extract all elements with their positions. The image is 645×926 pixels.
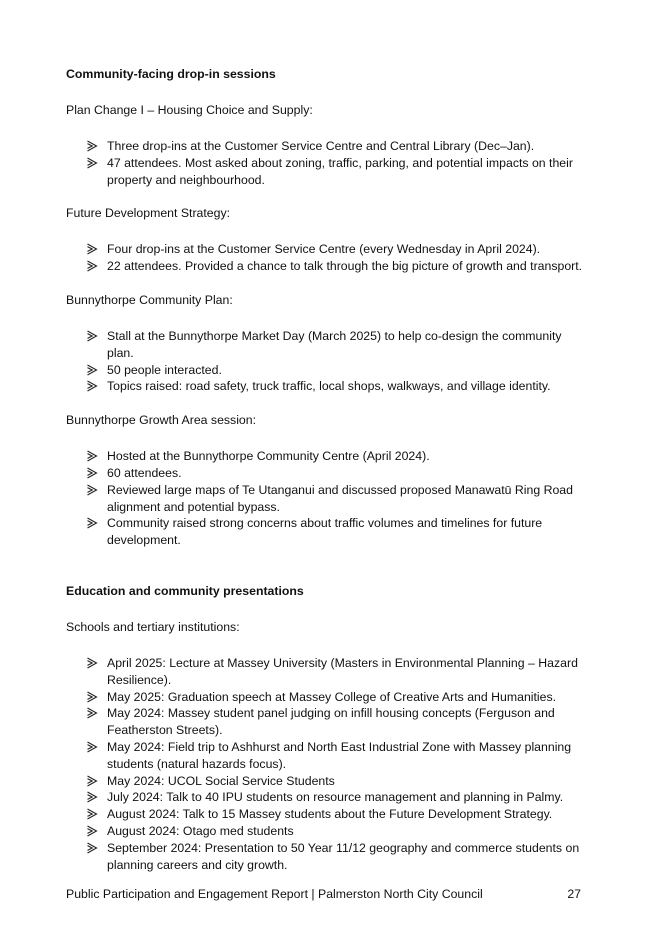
list-item bbox=[86, 465, 586, 482]
list-item-text: 60 attendees. bbox=[107, 465, 182, 480]
group-title: Bunnythorpe Growth Area session: bbox=[66, 413, 257, 428]
list-item-text: Community raised strong concerns about traffic volumes and timelines for future development. bbox=[107, 516, 543, 548]
list-item bbox=[86, 739, 586, 773]
list-item-text: Four drop-ins at the Customer Service Centre (every Wednesday in April 2024). bbox=[107, 242, 541, 257]
list-item bbox=[86, 328, 586, 362]
list-item bbox=[86, 241, 586, 258]
double-chevron-right-icon bbox=[86, 657, 98, 669]
section-heading: Education and community presentations bbox=[66, 583, 304, 598]
bullet-list bbox=[66, 655, 586, 873]
list-item bbox=[86, 155, 586, 189]
list-item bbox=[86, 378, 586, 395]
list-item bbox=[86, 773, 586, 790]
list-item bbox=[86, 806, 586, 823]
list-item bbox=[86, 705, 586, 739]
list-item-text: Stall at the Bunnythorpe Market Day (March 2025) to help co-design the community plan. bbox=[107, 328, 562, 360]
double-chevron-right-icon bbox=[86, 791, 98, 803]
bullet-list bbox=[66, 448, 586, 549]
double-chevron-right-icon bbox=[86, 260, 98, 272]
list-item-text: May 2025: Graduation speech at Massey College of Creative Arts and Humanities. bbox=[107, 689, 557, 704]
list-item-text: July 2024: Talk to 40 IPU students on resource management and planning in Palmy. bbox=[107, 790, 564, 805]
list-item-text: 50 people interacted. bbox=[107, 362, 222, 377]
list-item bbox=[86, 138, 586, 155]
list-item-text: Three drop-ins at the Customer Service Centre and Central Library (Dec–Jan). bbox=[107, 139, 535, 153]
list-item bbox=[86, 789, 586, 806]
double-chevron-right-icon bbox=[86, 741, 98, 753]
double-chevron-right-icon bbox=[86, 450, 98, 462]
group-title: Future Development Strategy: bbox=[66, 206, 231, 221]
double-chevron-right-icon bbox=[86, 691, 98, 703]
list-item bbox=[86, 689, 586, 706]
list-item-text: May 2024: Field trip to Ashhurst and North East Industrial Zone with Massey planning students (natural hazards focus). bbox=[107, 739, 572, 771]
list-item-text: 22 attendees. Provided a chance to talk through the big picture of growth and transport. bbox=[107, 259, 583, 274]
list-item-text: August 2024: Otago med students bbox=[107, 823, 294, 838]
double-chevron-right-icon bbox=[86, 707, 98, 719]
bullet-list bbox=[66, 241, 586, 275]
page-number: 27 bbox=[567, 887, 581, 901]
list-item-text: May 2024: Massey student panel judging on infill housing concepts (Ferguson and Featherston Streets). bbox=[107, 706, 555, 738]
group-title: Schools and tertiary institutions: bbox=[66, 619, 240, 634]
page-footer bbox=[66, 886, 581, 902]
bullet-list bbox=[66, 328, 586, 395]
list-item-text: September 2024: Presentation to 50 Year 11/12 geography and commerce students on planning careers and city growth. bbox=[107, 840, 580, 872]
double-chevron-right-icon bbox=[86, 380, 98, 392]
document-page bbox=[66, 66, 586, 873]
section-heading: Community-facing drop-in sessions bbox=[66, 67, 276, 81]
double-chevron-right-icon bbox=[86, 243, 98, 255]
double-chevron-right-icon bbox=[86, 157, 98, 169]
double-chevron-right-icon bbox=[86, 808, 98, 820]
list-item bbox=[86, 448, 586, 465]
bullet-list bbox=[66, 138, 586, 188]
list-item bbox=[86, 823, 586, 840]
list-item bbox=[86, 482, 586, 516]
list-item-text: May 2024: UCOL Social Service Students bbox=[107, 773, 335, 788]
list-item-text: August 2024: Talk to 15 Massey students about the Future Development Strategy. bbox=[107, 807, 553, 822]
list-item bbox=[86, 515, 586, 549]
list-item-text: Topics raised: road safety, truck traffic, local shops, walkways, and village identity. bbox=[107, 379, 551, 394]
list-item-text: Reviewed large maps of Te Utanganui and discussed proposed Manawatū Ring Road alignment and potential bypass. bbox=[107, 482, 573, 514]
footer-title: Public Participation and Engagement Report | Palmerston North City Council bbox=[66, 887, 483, 901]
list-item-text: Hosted at the Bunnythorpe Community Centre (April 2024). bbox=[107, 449, 430, 464]
group-title: Bunnythorpe Community Plan: bbox=[66, 292, 233, 307]
double-chevron-right-icon bbox=[86, 775, 98, 787]
double-chevron-right-icon bbox=[86, 140, 98, 152]
double-chevron-right-icon bbox=[86, 484, 98, 496]
list-item bbox=[86, 655, 586, 689]
list-item bbox=[86, 840, 586, 874]
double-chevron-right-icon bbox=[86, 825, 98, 837]
page-content bbox=[66, 66, 586, 873]
group-title: Plan Change I – Housing Choice and Supply: bbox=[66, 103, 313, 117]
double-chevron-right-icon bbox=[86, 330, 98, 342]
list-item bbox=[86, 362, 586, 379]
double-chevron-right-icon bbox=[86, 517, 98, 529]
list-item bbox=[86, 258, 586, 275]
double-chevron-right-icon bbox=[86, 842, 98, 854]
double-chevron-right-icon bbox=[86, 364, 98, 376]
list-item-text: April 2025: Lecture at Massey University (Masters in Environmental Planning – Hazard Resilience). bbox=[107, 655, 578, 687]
double-chevron-right-icon bbox=[86, 467, 98, 479]
list-item-text: 47 attendees. Most asked about zoning, traffic, parking, and potential impacts on their property and neighbourhood. bbox=[107, 155, 573, 187]
